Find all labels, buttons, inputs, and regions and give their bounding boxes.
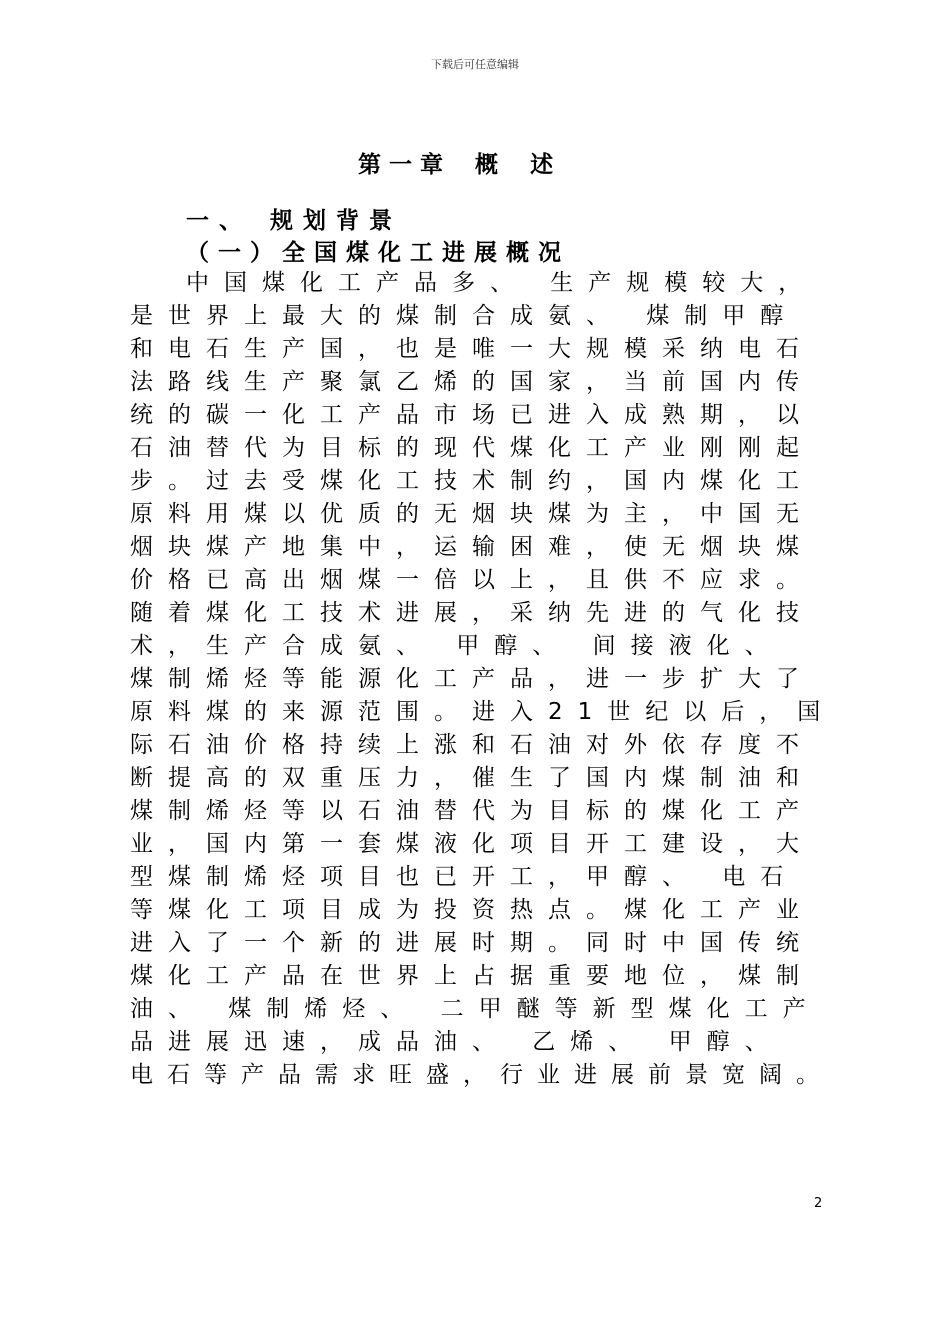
body-paragraph <box>130 267 850 1092</box>
paragraph-line: 等煤化工项目成为投资热点。煤化工产业 <box>130 897 814 923</box>
paragraph-line: 煤制烯烃等以石油替代为目标的煤化工产 <box>130 798 814 824</box>
paragraph-line: 际石油价格持续上涨和石油对外依存度不 <box>130 732 814 758</box>
paragraph-line: 价格已高出烟煤一倍以上，且供不应求。 <box>130 567 814 593</box>
paragraph-line: 中国煤化工产品多、 生产规模较大， <box>186 270 817 296</box>
paragraph-line: 品进展迅速，成品油、 乙烯、 甲醇、 <box>130 1029 783 1055</box>
paragraph-line: 步。过去受煤化工技术制约，国内煤化工 <box>130 468 814 494</box>
paragraph-line: 石油替代为目标的现代煤化工产业刚刚起 <box>130 435 814 461</box>
paragraph-line: 煤制烯烃等能源化工产品，进一步扩大了 <box>130 666 814 692</box>
paragraph-line: 断提高的双重压力，催生了国内煤制油和 <box>130 765 814 791</box>
paragraph-line: 业，国内第一套煤液化项目开工建设，大 <box>130 831 814 857</box>
paragraph-line: 原料煤的来源范围。进入21世纪以后，国 <box>130 699 836 725</box>
page-number: 2 <box>814 1196 823 1211</box>
section-heading: 一、 规划背景 <box>186 208 403 234</box>
paragraph-line: 油、 煤制烯烃、 二甲醚等新型煤化工产 <box>130 996 821 1022</box>
paragraph-line: 和电石生产国，也是唯一大规模采纳电石 <box>130 336 814 362</box>
paragraph-line: 进入了一个新的进展时期。同时中国传统 <box>130 930 814 956</box>
paragraph-line: 型煤制烯烃项目也已开工，甲醇、 电石 <box>130 864 799 890</box>
paragraph-line: 是世界上最大的煤制合成氨、 煤制甲醇 <box>130 303 799 329</box>
paragraph-line: 原料用煤以优质的无烟块煤为主，中国无 <box>130 501 814 527</box>
subsection-heading: （一）全国煤化工进展概况 <box>186 240 570 266</box>
paragraph-line: 法路线生产聚氯乙烯的国家，当前国内传 <box>130 369 814 395</box>
page-header-note: 下载后可任意编辑 <box>431 58 519 71</box>
chapter-title: 第 一 章 概 述 <box>358 152 554 178</box>
paragraph-line: 统的碳一化工产品市场已进入成熟期，以 <box>130 402 814 428</box>
paragraph-line: 术，生产合成氨、 甲醇、 间接液化、 <box>130 633 783 659</box>
paragraph-line: 烟块煤产地集中，运输困难，使无烟块煤 <box>130 534 814 560</box>
paragraph-line: 随着煤化工技术进展，采纳先进的气化技 <box>130 600 814 626</box>
paragraph-line: 煤化工产品在世界上占据重要地位，煤制 <box>130 963 814 989</box>
paragraph-line: 电石等产品需求旺盛，行业进展前景宽阔。 <box>130 1062 833 1088</box>
